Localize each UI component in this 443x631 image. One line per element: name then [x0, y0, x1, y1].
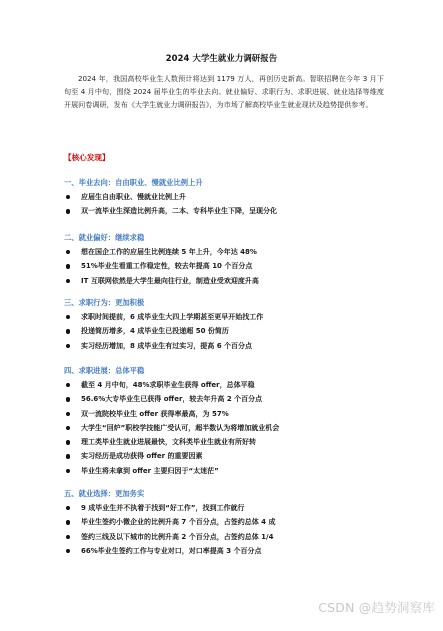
bullet-list — [64, 378, 394, 478]
intro-paragraph: 2024 年，我国高校毕业生人数预计将达到 1179 万人，再创历史新高。智联招聘在今年 3 月下旬至 4 月中旬，围绕 2024 届毕业生的毕业去向、就业偏好、求职行为、求职进展、就业选择等维度开展问卷调研，发布《大学生就业力调研报告》，为市场了解高校毕业生就业现状及趋势提供参考。 — [64, 74, 384, 110]
list-item — [64, 392, 394, 406]
bullet-icon — [66, 454, 70, 458]
list-item — [64, 324, 394, 338]
list-item-text: 投递简历增多，4 成毕业生已投递超 50 份简历 — [81, 327, 229, 336]
section-employment-choice — [64, 487, 394, 558]
section-heading: 三、求职行为：更加积极 — [64, 298, 145, 307]
section-employment-preference — [64, 231, 394, 288]
bullet-icon — [66, 469, 70, 473]
list-item — [64, 339, 394, 353]
list-item-text: 截至 4 月中旬，48%求职毕业生获得 offer，总体平稳 — [81, 381, 255, 389]
report-title: 2024 大学生就业力调研报告 — [165, 53, 278, 63]
bullet-icon — [66, 315, 70, 319]
bullet-icon — [66, 426, 70, 430]
bullet-icon — [66, 506, 70, 510]
bullet-icon — [66, 195, 70, 199]
bullet-list — [64, 501, 394, 558]
bullet-icon — [66, 412, 70, 416]
section-job-search-behavior — [64, 296, 394, 353]
list-item — [64, 190, 394, 204]
list-item-text: 实习经历是成功获得 offer 的重要因素 — [81, 452, 203, 461]
bullet-list — [64, 190, 394, 219]
bullet-icon — [66, 383, 70, 387]
list-item-text: 双一流院校毕业生 offer 获得率最高，为 57% — [81, 409, 229, 418]
bullet-list — [64, 310, 394, 353]
section-job-search-progress — [64, 364, 394, 478]
list-item-text: 毕业生将未拿到 offer 主要归因于“太迷茫” — [81, 466, 219, 475]
list-item — [64, 245, 394, 259]
list-item-text: 实习经历增加，8 成毕业生有过实习，提高 6 个百分点 — [81, 341, 253, 350]
bullet-icon — [66, 440, 70, 444]
list-item-text: 66%毕业生签约工作与专业对口，对口率提高 3 个百分点 — [81, 546, 262, 555]
bullet-icon — [66, 344, 70, 348]
bullet-icon — [66, 397, 70, 401]
bullet-icon — [66, 250, 70, 254]
section-heading: 四、求职进展：总体平稳 — [64, 366, 145, 375]
list-item — [64, 204, 394, 218]
bullet-list — [64, 245, 394, 288]
list-item — [64, 515, 394, 529]
list-item — [64, 544, 394, 558]
bullet-icon — [66, 264, 70, 268]
section-heading: 二、就业偏好：继续求稳 — [64, 233, 145, 242]
list-item-text: 9 成毕业生并不执着于找到“好工作”，找到工作就行 — [81, 504, 245, 512]
list-item-text: 签约三线及以下城市的比例升高 2 个百分点，占签约总体 1/4 — [81, 532, 274, 541]
list-item-text: 56.6%大专毕业生已获得 offer，较去年升高 2 个百分点 — [81, 395, 263, 404]
list-item-text: IT 互联网依然是大学生最向往行业，制造业受欢迎度升高 — [81, 276, 259, 285]
list-item-text: 应届生自由职业、慢就业比例上升 — [81, 193, 186, 201]
list-item — [64, 449, 394, 463]
list-item — [64, 421, 394, 435]
list-item-text: 双一流毕业生深造比例升高，二本、专科毕业生下降，呈现分化 — [81, 207, 277, 216]
section-heading: 五、就业选择：更加务实 — [64, 489, 145, 498]
core-findings-label: 【核心发现】 — [64, 153, 110, 162]
list-item — [64, 407, 394, 421]
list-item — [64, 501, 394, 515]
bullet-icon — [66, 279, 70, 283]
bullet-icon — [66, 520, 70, 524]
list-item-text: 毕业生签约小微企业的比例升高 7 个百分点，占签约总体 4 成 — [81, 518, 276, 527]
bullet-icon — [66, 549, 70, 553]
list-item — [64, 274, 394, 288]
section-graduation-destination — [64, 176, 394, 219]
list-item — [64, 378, 394, 392]
list-item-text: 想在国企工作的应届生比例连续 5 年上升，今年达 48% — [81, 248, 257, 256]
list-item — [64, 435, 394, 449]
list-item — [64, 530, 394, 544]
bullet-icon — [66, 209, 70, 213]
bullet-icon — [66, 329, 70, 333]
list-item — [64, 310, 394, 324]
list-item — [64, 464, 394, 478]
list-item — [64, 259, 394, 273]
csdn-watermark: CSDN @趋势洞察库 — [318, 600, 435, 615]
list-item-text: 51%毕业生看重工作稳定性，较去年提高 10 个百分点 — [81, 262, 253, 271]
section-heading: 一、毕业去向：自由职业、慢就业比例上升 — [64, 178, 203, 187]
list-item-text: 理工类毕业生就业进展最快，文科类毕业生就业有所好转 — [81, 438, 256, 447]
list-item-text: 求职时间提前，6 成毕业生大四上学期甚至更早开始找工作 — [81, 313, 264, 321]
list-item-text: 大学生“回炉”职校学技能广受认可，超半数认为将增加就业机会 — [81, 423, 280, 432]
bullet-icon — [66, 535, 70, 539]
